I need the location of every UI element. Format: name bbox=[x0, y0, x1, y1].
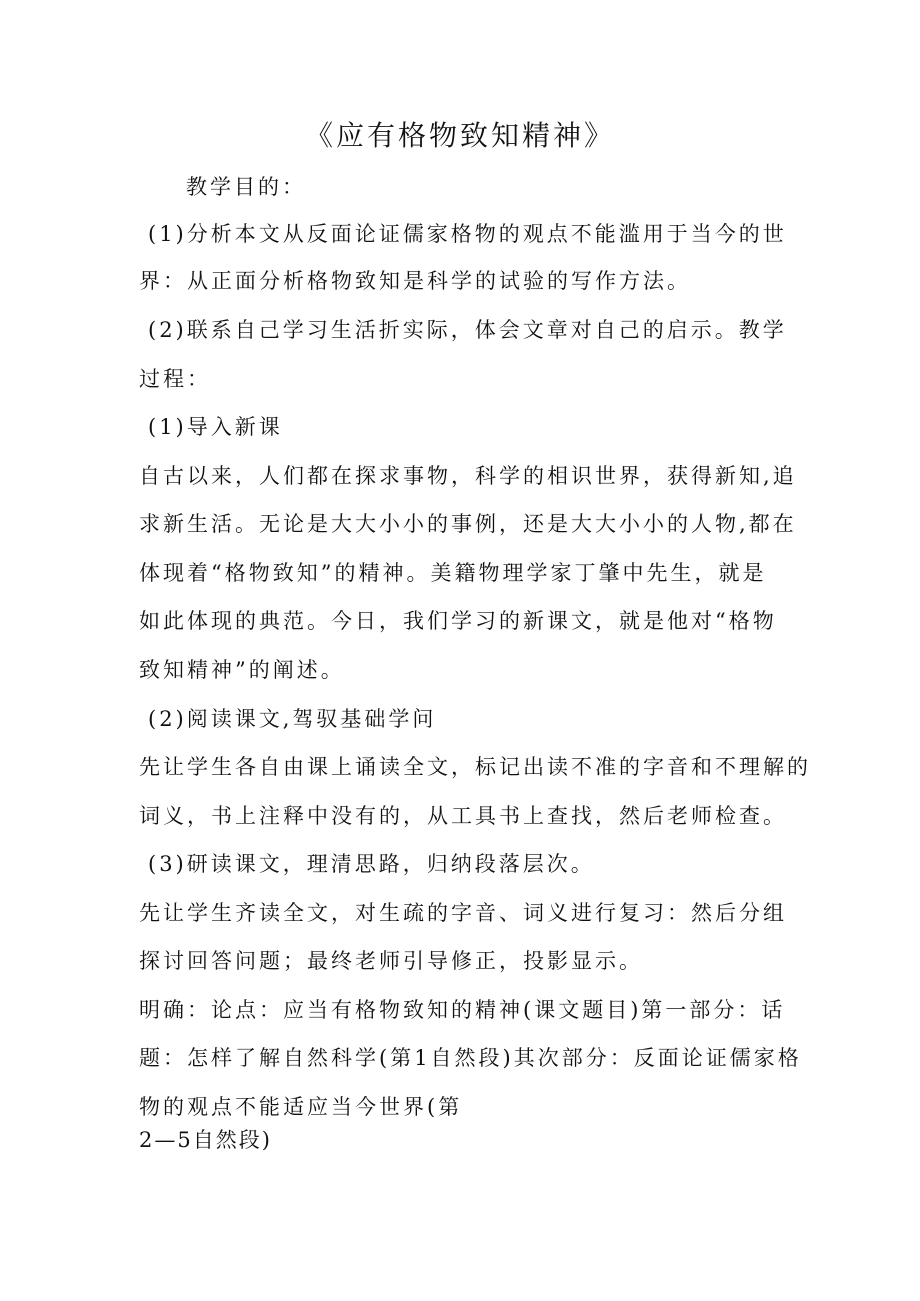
text-line: 词义，书上注释中没有的，从工具书上查找，然后老师检查。 bbox=[139, 804, 787, 828]
text-line-section-heading: (2)阅读课文,驾驭基础学问 bbox=[148, 707, 437, 731]
text-line: 自古以来，人们都在探求事物，科学的相识世界，获得新知,追 bbox=[139, 464, 797, 488]
text-line: 界：从正面分析格物致知是科学的试验的写作方法。 bbox=[139, 269, 691, 293]
text-line: 明确：论点：应当有格物致知的精神(课文题目)第一部分：话 bbox=[139, 998, 786, 1022]
text-line: 体现着“格物致知”的精神。美籍物理学家丁肇中先生，就是 bbox=[139, 561, 767, 585]
text-line: 探讨回答问题；最终老师引导修正，投影显示。 bbox=[139, 949, 643, 973]
text-line: 2—5自然段) bbox=[139, 1128, 272, 1152]
text-line-section-heading: (1)导入新课 bbox=[148, 415, 283, 439]
text-line: 致知精神”的阐述。 bbox=[139, 658, 345, 682]
document-title: 《应有格物致知精神》 bbox=[304, 119, 615, 152]
text-line: 先让学生各自由课上诵读全文，标记出读不准的字音和不理解的 bbox=[139, 755, 811, 779]
text-line: 过程： bbox=[139, 367, 211, 391]
text-line: 物的观点不能适应当今世界(第 bbox=[139, 1095, 463, 1119]
text-line: (2)联系自己学习生活折实际，体会文章对自己的启示。教学 bbox=[148, 318, 787, 342]
text-line-objective-heading: 教学目的： bbox=[186, 175, 306, 199]
text-line: 如此体现的典范。今日，我们学习的新课文，就是他对“格物 bbox=[139, 609, 777, 633]
text-line-section-heading: (3)研读课文，理清思路，归纳段落层次。 bbox=[148, 852, 595, 876]
text-line: (1)分析本文从反面论证儒家格物的观点不能滥用于当今的世 bbox=[148, 222, 787, 246]
text-line: 先让学生齐读全文，对生疏的字音、词义进行复习：然后分组 bbox=[139, 901, 787, 925]
text-line: 求新生活。无论是大大小小的事例，还是大大小小的人物,都在 bbox=[139, 512, 797, 536]
text-line: 题：怎样了解自然科学(第1自然段)其次部分：反面论证儒家格 bbox=[139, 1046, 802, 1070]
